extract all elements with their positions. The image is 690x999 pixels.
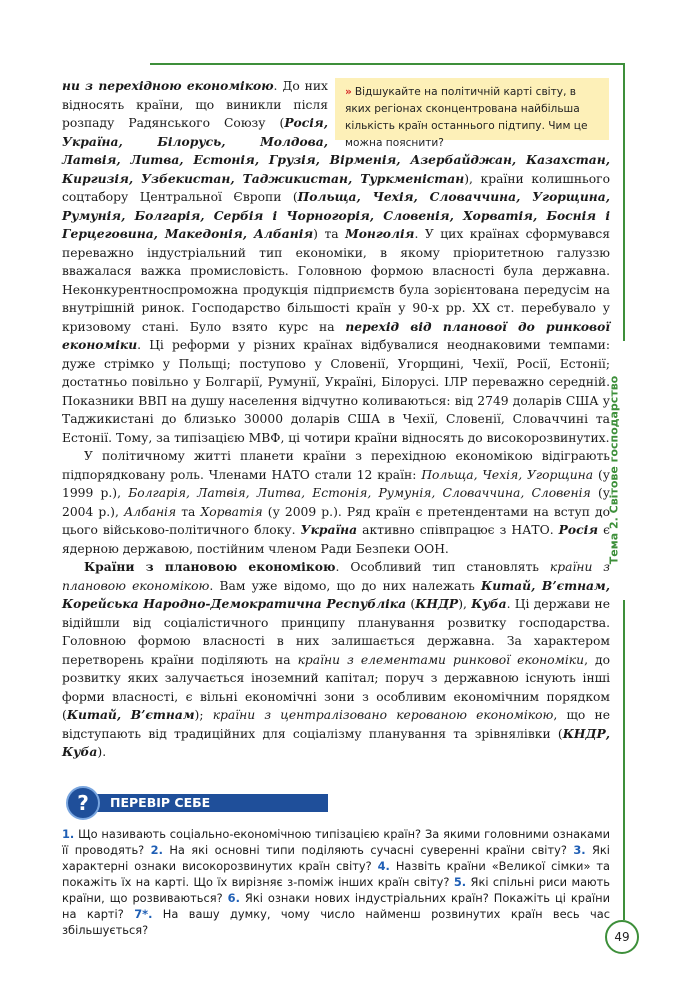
term-transition: ни з перехідною економікою [62, 78, 274, 93]
text-run: (у 2009 р.). Ряд країн є претендентами на вступ до цього військово-політичного блоку. [62, 504, 610, 537]
paragraph-planned-economies [62, 558, 610, 762]
text-run: ( [406, 597, 416, 611]
text-run: . Ці реформи у різних країнах відбувалися неоднаковими темпами: дуже стрімко у Польщі; поступово у Словенії, Угорщині, Чехії, Росії, Естонії; достатньо повільно у Болгарії, Румунії, Україні, Білорусі. ІЛР переважно середній. Показники ВВП на душу населення відчутно коливаються: від 2749 доларів США у Таджикистані до близько 30000 доларів США в Чехії, Словенії, Словаччині та Естонії. Тому, за типізацією МВФ, ці чотири країни відносять до високорозвинутих. [62, 338, 610, 445]
term-centralized: країни з централізовано керованою економікою [212, 708, 554, 722]
country-list-1999: Польща, Чехія, Угорщина [421, 467, 594, 482]
callout-float-spacer [328, 77, 610, 147]
text-run: ); [194, 708, 213, 722]
text-run: , до розвитку яких залучається іноземний капітал; поруч з державною існують інші форми власності, є вільні економічні зони з особливим економічним порядком ( [62, 652, 610, 722]
question-number: 1. [62, 827, 75, 841]
question-text: На які основні типи поділяють сучасні суверенні країни світу? [162, 843, 574, 857]
text-run: . У цих країнах сформувався переважно індустріальний тип економіки, в якому пріоритетною галуззю вважалася важка промисловість. Головною формою власності була державна. Неконкурентноспроможна продукція підприємств була зорієнтована передусім на внутрішній ринок. Господарство більшості країн у 90-х рр. XX ст. перебувало у кризовому стані. Було взято курс на [62, 227, 610, 334]
check-yourself-header [66, 786, 328, 820]
questions-block [62, 826, 610, 938]
section-heading-planned: Країни з плановою економікою [84, 559, 336, 574]
side-section-title: Тема 2. Світове господарство [607, 375, 621, 565]
text-run: . Особливий тип становлять [335, 560, 550, 574]
question-number: 7*. [134, 907, 153, 921]
country-croatia: Хорватія [200, 504, 263, 519]
country-list-ussr: Росія, Україна, Білорусь, Молдова, Латвія, Литва, Естонія, Грузія, Вірменія, Азербайджан, Казахстан, Киргизія, Узбекистан, Таджикистан, Туркменістан [62, 115, 610, 186]
text-run: є ядерною державою, постійним членом Ради Безпеки ООН. [62, 523, 611, 556]
check-header-bar [86, 794, 328, 812]
text-run: активно співпрацює з НАТО. [357, 523, 559, 537]
country-list-market: Китай, В’єтнам [66, 707, 195, 722]
paragraph-politics [62, 447, 610, 558]
country-list-europe: Польща, Чехія, Словаччина, Угорщина, Румунія, Болгарія, Сербія і Чорногорія, Словенія, Хорватія, Боснія і Герцеговина, Македонія, Албанія [62, 189, 610, 241]
text-run: ), країни колишнього соцтабору Центральної Європи ( [62, 171, 610, 204]
country-list-planned: Китай, В’єтнам, Корейська Народно-Демократична Республіка [62, 577, 610, 611]
text-run: (у 2004 р.), [62, 486, 610, 519]
country-list-2004: Болгарія, Латвія, Литва, Естонія, Румунія, Словаччина, Словенія [128, 486, 591, 500]
main-text [62, 77, 610, 762]
text-run: (у 1999 р.), [62, 467, 610, 500]
text-run: ). [97, 745, 107, 759]
term-planned: країни з плановою економікою [62, 560, 610, 593]
country-ukraine: Україна [300, 522, 358, 537]
country-albania: Албанія [123, 504, 177, 519]
double-chevron-icon: » [345, 86, 352, 98]
text-run: . Вам уже відомо, що до них належать [209, 578, 482, 593]
term-transition-course: перехід від планової до ринкової економіки [62, 318, 610, 352]
country-russia: Росія [558, 522, 599, 537]
question-text: Які ознаки нових індустріальних країн? Покажіть ці країни на карті? [62, 891, 611, 921]
question-text: Які спільні риси мають країни, що розвиваються? [62, 875, 610, 905]
text-run: та [176, 504, 201, 519]
question-text: Які характерні ознаки високорозвинутих країн світу? [62, 843, 610, 873]
question-text: Назвіть країни «Великої сімки» та покажіть їх на карті. Що їх вирізняє з-поміж інших країн світу? [62, 859, 610, 889]
question-number: 6. [227, 891, 240, 905]
country-cuba: Куба [471, 596, 507, 611]
text-run: . Ці держави не відійшли від соціалістичного принципу планування розвитку господарства. Головною формою власності в них залишається державна. За характером перетворень країни поділяють на [62, 597, 610, 667]
check-header-title: ПЕРЕВІР СЕБЕ [110, 795, 211, 810]
text-run: , що не відступають від традиційних для соціалізму планування та зрівнялівки ( [62, 708, 610, 741]
abbr-kndr: КНДР [415, 596, 459, 611]
text-run: У політичному житті планети країни з перехідною економікою відіграють підпорядковану роль. Членами НАТО стали 12 країн: [62, 449, 610, 482]
term-market-elements: країни з елементами ринкової економіки [297, 652, 585, 667]
question-mark-icon: ? [66, 786, 100, 820]
question-number: 3. [573, 843, 586, 857]
callout-text: Відшукайте на політичній карті світу, в яких регіонах сконцентрована найбільша кількість країн останнього підтипу. Чим це можна пояснити? [345, 86, 588, 149]
frame-right-line [623, 63, 625, 341]
country-mongolia: Монголія [345, 226, 415, 241]
question-text: Що називають соціально-економічною типізацією країн? За якими головними ознаками її проводять? [62, 827, 610, 857]
frame-top-line [150, 63, 624, 65]
question-text: На вашу думку, чому число найменш розвинутих країн весь час збільшується? [62, 907, 610, 937]
question-number: 2. [150, 843, 163, 857]
text-run: ), [458, 597, 472, 611]
page-number: 49 [605, 920, 639, 954]
country-list-centralized: КНДР, Куба [62, 725, 610, 759]
question-number: 4. [377, 859, 390, 873]
question-number: 5. [453, 875, 467, 889]
frame-right-line-lower [623, 600, 625, 920]
text-run: ) та [313, 227, 346, 241]
text-run: . До них відносять країни, що виникли після розпаду Радянського Союзу ( [62, 79, 328, 130]
